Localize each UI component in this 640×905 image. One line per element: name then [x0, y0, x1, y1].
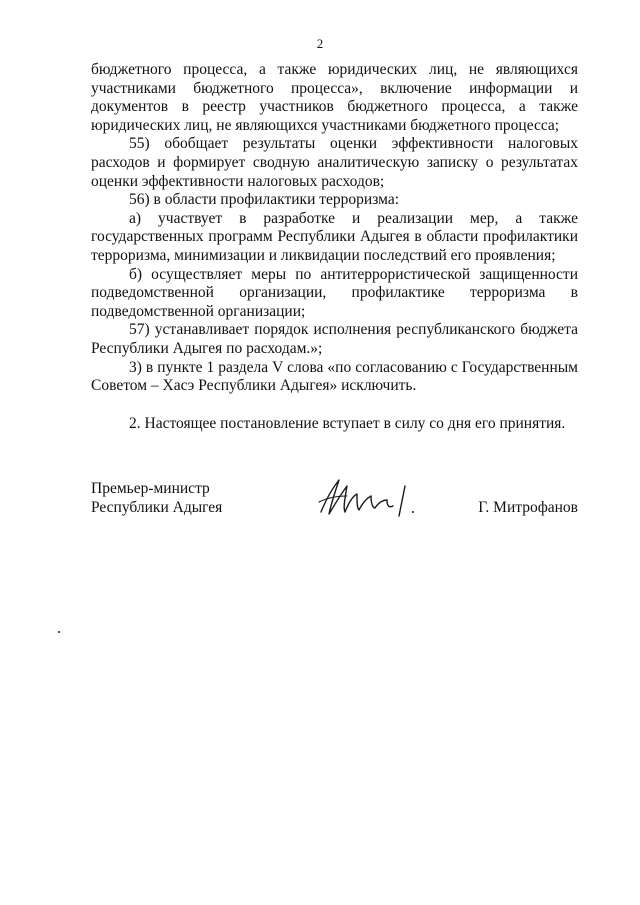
signature-block: [91, 480, 578, 540]
paragraph-point-2-effective-date: 2. Настоящее постановление вступает в силу со дня его принятия.: [129, 414, 566, 432]
paragraph-point-3: 3) в пункте 1 раздела V слова «по согласованию с Государственным Советом – Хасэ Республики Адыгея» исключить.: [91, 358, 578, 395]
page-number: 2: [316, 36, 324, 51]
paragraph-item-57: 57) устанавливает порядок исполнения республиканского бюджета Республики Адыгея по расходам.»;: [91, 321, 578, 357]
signatory-name: Г. Митрофанов: [478, 498, 578, 516]
paragraph-subitem-b: б) осуществляет меры по антитеррористической защищенности подведомственной организации, профилактике терроризма в подведомственной организации;: [91, 265, 578, 320]
paragraph-item-56: 56) в области профилактики терроризма:: [129, 191, 400, 209]
handwritten-signature: [313, 472, 423, 522]
scan-speck: [58, 631, 60, 633]
paragraph-subitem-a: а) участвует в разработке и реализации мер, а также государственных программ Республики Адыгея в области профилактики терроризма, минимизации и ликвидации последствий его проявления;: [91, 209, 578, 264]
signatory-title-line-2: Республики Адыгея: [91, 498, 223, 516]
signatory-title: [91, 480, 222, 517]
paragraph-item-55: 55) обобщает результаты оценки эффективности налоговых расходов и формирует сводную аналитическую записку о результатах оценки эффективности налоговых расходов;: [91, 135, 578, 190]
document-body: [91, 61, 578, 433]
paragraph-continuation: бюджетного процесса, а также юридических лиц, не являющихся участниками бюджетного процесса», включение информации и документов в реестр участников бюджетного процесса, а также юридических лиц, не являющихся участниками бюджетного процесса;: [91, 61, 578, 134]
signatory-title-line-1: Премьер-министр: [91, 480, 210, 497]
